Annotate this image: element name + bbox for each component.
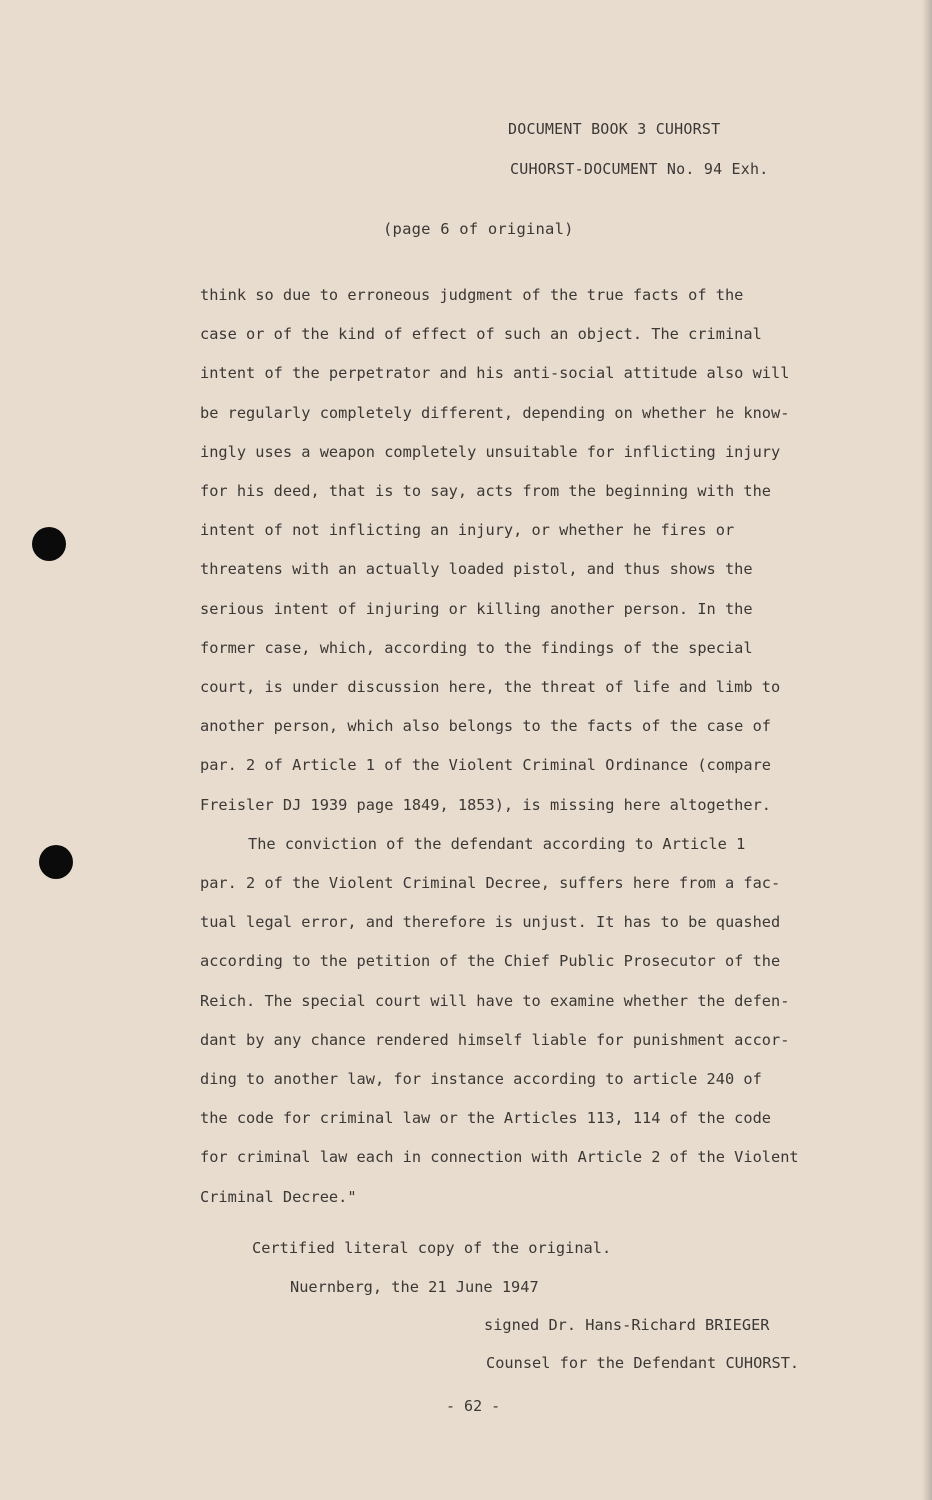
body-line: intent of not inflicting an injury, or whether he fires or	[200, 521, 735, 540]
place-date-line: Nuernberg, the 21 June 1947	[290, 1278, 539, 1296]
body-line: threatens with an actually loaded pistol, and thus shows the	[200, 560, 753, 579]
body-line: be regularly completely different, depending on whether he know-	[200, 403, 790, 422]
body-line: ingly uses a weapon completely unsuitable for inflicting injury	[200, 442, 781, 461]
body-line: court, is under discussion here, the threat of life and limb to	[200, 678, 781, 697]
body-line: Reich. The special court will have to examine whether the defen-	[200, 991, 790, 1010]
punch-hole-bottom	[39, 845, 73, 879]
page-edge-shadow	[922, 0, 932, 1500]
body-line: the code for criminal law or the Articles 113, 114 of the code	[200, 1109, 771, 1128]
body-line: The conviction of the defendant according to Article 1	[248, 834, 746, 853]
counsel-line: Counsel for the Defendant CUHORST.	[486, 1354, 800, 1372]
body-line: ding to another law, for instance according to article 240 of	[200, 1070, 762, 1089]
body-line: think so due to erroneous judgment of the true facts of the	[200, 286, 744, 304]
body-line: for criminal law each in connection with Article 2 of the Violent	[200, 1148, 799, 1167]
page-number: - 62 -	[446, 1397, 501, 1415]
document-book-heading: DOCUMENT BOOK 3 CUHORST	[508, 120, 721, 138]
body-line: serious intent of injuring or killing another person. In the	[200, 599, 753, 618]
body-line: for his deed, that is to say, acts from the beginning with the	[200, 482, 771, 501]
body-line: tual legal error, and therefore is unjust. It has to be quashed	[200, 913, 781, 932]
body-line: dant by any chance rendered himself liable for punishment accor-	[200, 1030, 790, 1049]
body-line: former case, which, according to the findings of the special	[200, 638, 753, 657]
body-line: according to the petition of the Chief Public Prosecutor of the	[200, 952, 781, 971]
page-of-original-note: (page 6 of original)	[383, 220, 574, 238]
body-line: par. 2 of the Violent Criminal Decree, suffers here from a fac-	[200, 874, 781, 893]
certification-line: Certified literal copy of the original.	[252, 1239, 612, 1257]
body-line: Freisler DJ 1939 page 1849, 1853), is missing here altogether.	[200, 795, 771, 814]
body-line: case or of the kind of effect of such an object. The criminal	[200, 325, 762, 344]
signature-line: signed Dr. Hans-Richard BRIEGER	[484, 1316, 770, 1334]
punch-hole-top	[32, 527, 66, 561]
body-line: intent of the perpetrator and his anti-social attitude also will	[200, 364, 790, 383]
body-text	[200, 276, 840, 1217]
document-number-heading: CUHORST-DOCUMENT No. 94 Exh.	[510, 160, 769, 178]
body-line: Criminal Decree."	[200, 1187, 357, 1206]
body-line: another person, which also belongs to the facts of the case of	[200, 717, 771, 736]
body-line: par. 2 of Article 1 of the Violent Criminal Ordinance (compare	[200, 756, 771, 775]
